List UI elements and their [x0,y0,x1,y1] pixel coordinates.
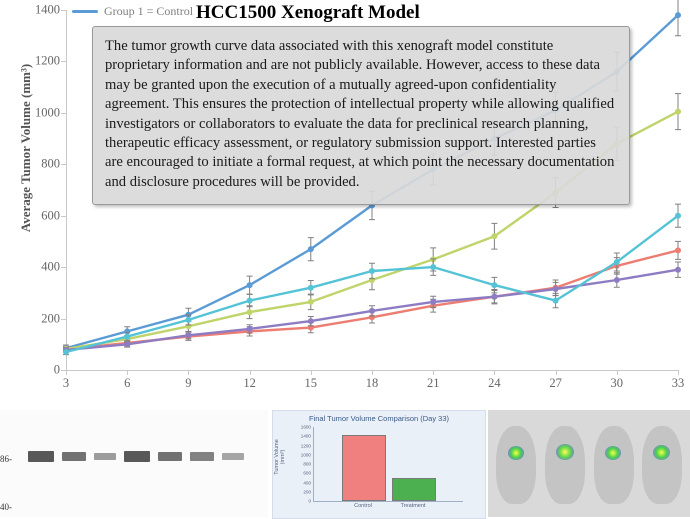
bioluminescence-signal [508,446,524,460]
in-vivo-imaging-panel [488,410,690,517]
blot-band [222,453,244,460]
data-point [675,247,681,253]
bioluminescence-signal [556,444,574,460]
data-point [675,109,681,115]
x-tick-label: 30 [610,376,624,390]
data-point [675,213,681,219]
mini-bar [392,478,436,502]
x-tick-label: 24 [488,376,501,390]
mini-chart-y-label: Tumor Volume (mm³) [274,439,286,475]
data-point [308,318,314,324]
data-point [308,299,314,305]
y-tick-label: 600 [41,208,60,223]
y-tick-label: 800 [41,156,60,171]
blot-marker-label-40: 40- [0,502,12,512]
mini-y-tick-label: 1200 [300,443,311,448]
x-tick-label: 15 [304,376,318,390]
data-point [63,349,69,355]
mini-y-tick-label: 400 [303,480,311,485]
data-point [308,246,314,252]
mini-y-tick-label: 200 [303,489,311,495]
blot-band [158,452,182,461]
data-point [491,282,497,288]
data-point [614,277,620,283]
legend-item-label: Group 1 = Control [104,4,194,18]
mouse-silhouette [496,426,536,504]
x-tick-mark [678,370,679,375]
x-tick-mark [617,370,618,375]
western-blot-panel [0,410,268,517]
mini-y-tick-label: 800 [303,461,311,467]
data-point [675,12,681,18]
data-point [247,298,253,304]
mini-y-tick-label: 1600 [300,424,311,430]
data-point [491,233,497,239]
y-tick-label: 1200 [35,53,60,68]
mini-bar-label: Control [354,503,372,509]
data-point [247,309,253,315]
data-point [553,298,559,304]
blot-band [62,452,86,461]
x-tick-mark [66,370,67,375]
page-title: HCC1500 Xenograft Model [196,2,420,23]
y-tick-label: 0 [53,362,60,377]
data-point [124,334,130,340]
mini-y-tick-label: 600 [303,470,311,476]
bioluminescence-signal [605,446,621,460]
x-tick-mark [188,370,189,375]
data-point [491,294,497,300]
y-tick-label: 1000 [35,105,60,120]
blot-band [124,451,150,462]
mini-y-tick-label: 1400 [300,433,311,439]
blot-band [190,452,214,461]
chart-legend [72,4,193,21]
y-tick-label: 400 [41,259,60,274]
data-point [369,268,375,274]
y-tick-label: 200 [41,311,60,326]
mini-x-axis [313,501,463,502]
final-volume-bar-chart [272,410,486,519]
mini-bar [342,435,386,501]
x-tick-mark [127,370,128,375]
x-tick-label: 3 [62,376,70,390]
data-point [675,267,681,273]
data-point [124,341,130,347]
data-point [614,259,620,265]
x-tick-label: 21 [426,376,440,390]
proprietary-data-notice: The tumor growth curve data associated with this xenograft model constitute proprietary information and are not publicly available. However, access to these data may be granted upon the execution of a mutually agreed-upon confidentiality agreement. This ensures the protection of intellectual property while allowing qualified investigators or collaborators to evaluate the data for preclinical research planning, therapeutic efficacy assessment, or regulatory submission support. Interested parties are encouraged to initiate a formal request, at which point the necessary documentation and disclosure procedures will be provided. [92,26,630,205]
data-point [553,286,559,292]
x-tick-label: 18 [365,376,379,390]
blot-marker-label-86: 86- [0,454,12,464]
mouse-silhouette [545,426,585,504]
x-tick-mark [311,370,312,375]
mini-y-axis [313,427,314,501]
data-point [185,317,191,323]
x-tick-label: 9 [185,376,192,390]
x-tick-mark [250,370,251,375]
mini-bar-label: Treatment [400,503,426,509]
mini-chart-title: Final Tumor Volume Comparison (Day 33) [308,414,450,423]
blot-band [94,453,116,460]
bottom-panel-strip [0,405,690,517]
x-tick-mark [433,370,434,375]
mouse-silhouette [594,426,634,504]
x-tick-mark [494,370,495,375]
legend-item [72,4,193,19]
x-tick-mark [556,370,557,375]
x-tick-label: 33 [671,376,685,390]
data-point [430,264,436,270]
x-tick-label: 12 [243,376,256,390]
mini-y-tick-label: 0 [308,498,311,504]
mouse-silhouette [642,426,682,504]
y-tick-label: 1400 [35,2,60,17]
data-point [369,308,375,314]
x-tick-label: 6 [124,376,131,390]
data-point [247,282,253,288]
bioluminescence-signal [653,445,670,460]
x-tick-label: 27 [549,376,562,390]
blot-band [28,451,54,462]
data-point [247,326,253,332]
y-axis-label: Average Tumor Volume (mm³) [18,63,33,233]
legend-color-swatch [72,10,98,13]
mini-y-tick-label: 1000 [300,452,311,458]
x-tick-mark [372,370,373,375]
data-point [185,332,191,338]
mini-plot-area [300,424,463,509]
series-group [63,241,681,352]
data-point [430,299,436,305]
data-point [308,285,314,291]
